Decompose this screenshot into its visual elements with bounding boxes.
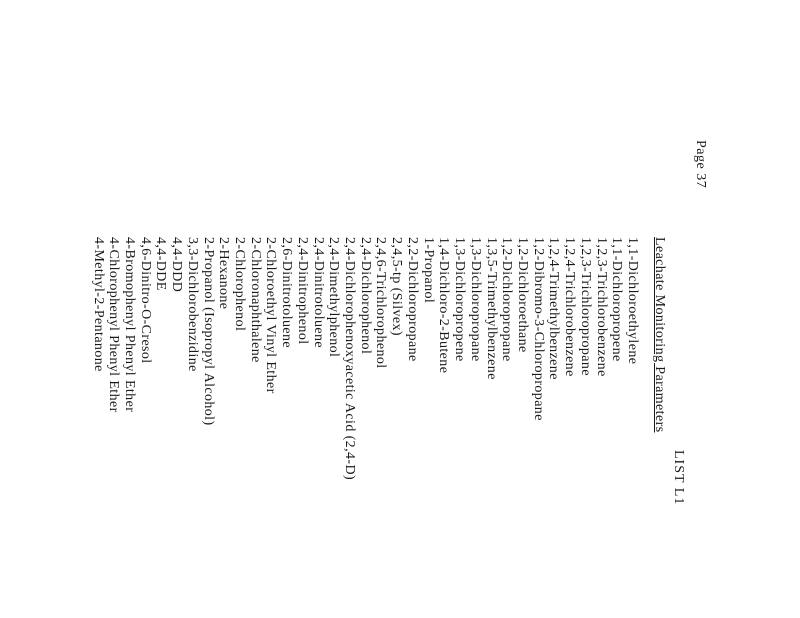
list-item: 2,4,6-Trichlorophenol [373,237,389,369]
list-item: 1,1-Dichloropropene [609,237,625,362]
list-item: 2-Chloroethyl Vinyl Ether [263,237,279,394]
document-page [40,140,708,550]
list-item: 1,4-Dichloro-2-Butene [436,237,452,374]
list-item: 1,2,4-Trichlorobenzene [562,237,578,377]
list-item: 2,4,5-tp (Silvex) [389,237,405,336]
list-item: 2,4-Dimethylphenol [326,237,342,358]
list-item: 4-Chlorophenyl Phenyl Ether [106,237,122,413]
list-item: 2-Propanol (Isopropyl Alcohol) [200,237,216,426]
list-item: 1,3,5-Trimethylbenzene [483,237,499,380]
list-item: 1,2,3-Trichloropropane [577,237,593,376]
list-item: 1,3-Dichloropropene [452,237,468,362]
list-item: 1,2,4-Trimethylbenzene [546,237,562,380]
page-number: Page 37 [693,140,708,189]
list-item: 2,2-Dichloropropane [404,237,420,362]
list-id: LIST L1 [671,450,686,506]
list-item: 4,4-DDE [153,237,169,291]
list-item: 2-Chlorophenol [232,237,248,332]
list-item: 1,1-Dichloroethylene [625,237,640,365]
list-item: 4-Bromophenyl Phenyl Ether [122,237,137,413]
parameter-list [90,237,640,480]
list-item: 1,2-Dichloroethane [514,237,530,353]
list-item: 2,4-Dichlorophenol [357,237,373,355]
list-title: Leachate Monitoring Parameters [652,237,667,433]
list-item: 1-Propanol [420,237,436,304]
list-item: 2-Chloronaphthalene [247,237,263,363]
list-item: 4-Methyl-2-Pentanone [90,237,106,372]
list-item: 2,4-Dinitrotoluene [310,237,326,349]
list-item: 4,6-Dinitro-O-Cresol [137,237,153,364]
list-item: 2,4-Dichlorophenoxyacetic Acid (2,4-D) [342,237,358,481]
list-item: 4,4-DDD [169,237,185,293]
list-item: 2-Hexanone [216,237,232,310]
list-item: 2,6-Dinitrotoluene [279,237,295,349]
list-item: 2,4-Dinitrophenol [294,237,310,345]
list-item: 1,2,3-Trichlorobenzene [593,237,609,377]
list-item: 1,3-Dichloropropane [467,237,483,362]
list-item: 3,3-Dichlorobenzidine [184,237,200,372]
list-item: 1,2-Dibromo-3-Chloropropane [530,237,546,421]
list-item: 1,2-Dichloropropane [499,237,515,362]
